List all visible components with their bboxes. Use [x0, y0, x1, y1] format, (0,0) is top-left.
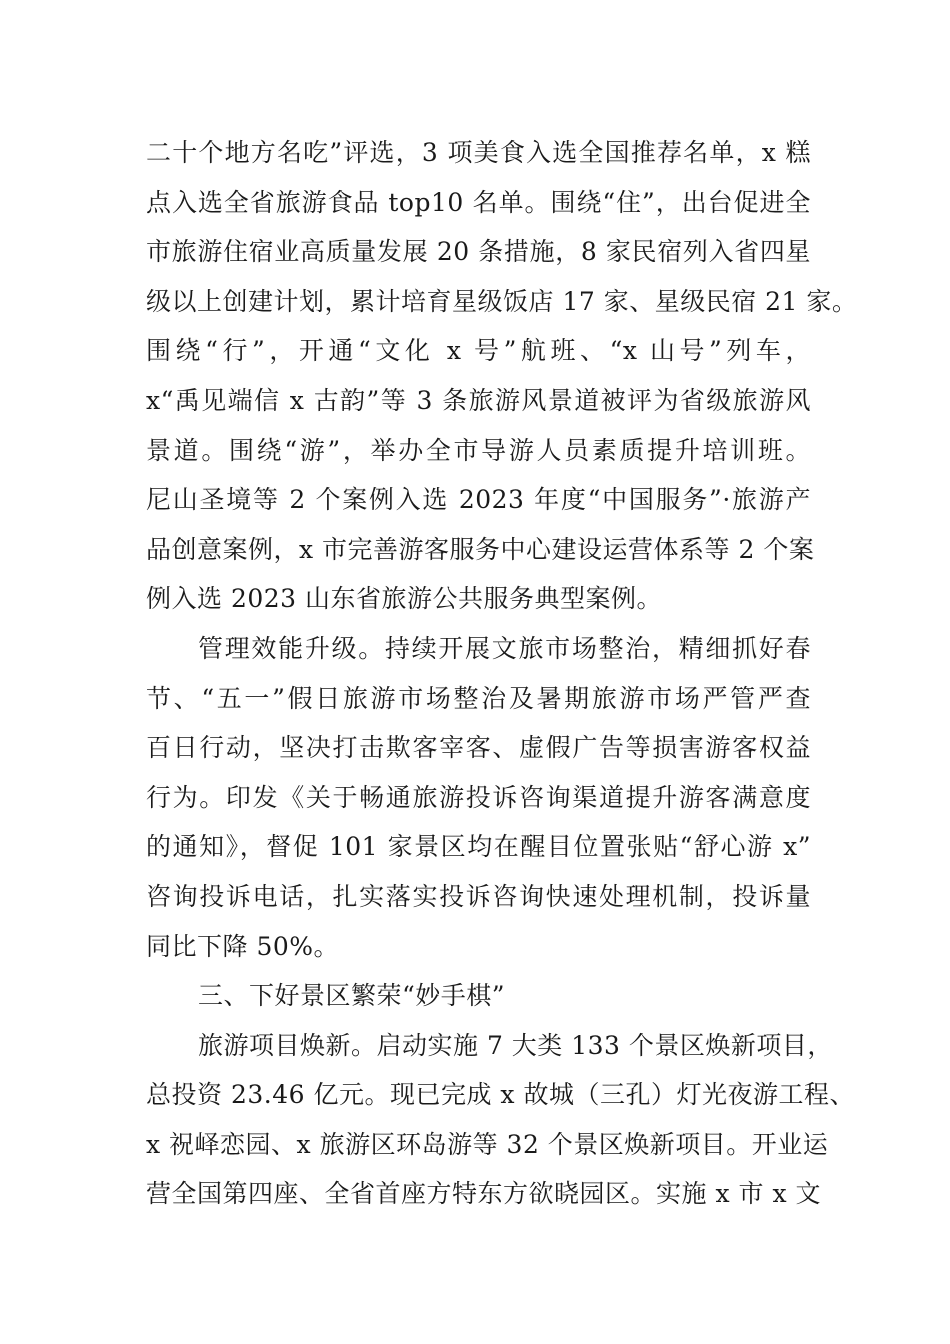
- text-line: 节、“五一”假日旅游市场整治及暑期旅游市场严管严查: [146, 683, 811, 713]
- text-line: 品创意案例，x 市完善游客服务中心建设运营体系等 2 个案: [146, 534, 815, 564]
- text-line: 景道。围绕“游”，举办全市导游人员素质提升培训班。: [146, 435, 811, 465]
- section-heading: 三、下好景区繁荣“妙手棋”: [198, 981, 506, 1011]
- text-line: 围绕“行”，开通“文化 x 号”航班、“x 山号”列车，: [146, 336, 811, 366]
- text-line: 二十个地方名吃”评选，3 项美食入选全国推荐名单，x 糕: [146, 138, 811, 167]
- paragraph-first-line: 旅游项目焕新。启动实施 7 大类 133 个景区焕新项目，: [198, 1030, 833, 1060]
- text-line: 级以上创建计划，累计培育星级饭店 17 家、星级民宿 21 家。: [146, 286, 858, 316]
- text-line: 同比下降 50%。: [146, 931, 340, 961]
- text-line: 百日行动，坚决打击欺客宰客、虚假广告等损害游客权益: [146, 733, 811, 763]
- text-line: 尼山圣境等 2 个案例入选 2023 年度“中国服务”·旅游产: [146, 485, 811, 515]
- document-body: [146, 128, 858, 1219]
- paragraph-first-line: 管理效能升级。持续开展文旅市场整治，精细抓好春: [198, 633, 811, 663]
- text-line: 营全国第四座、全省首座方特东方欲晓园区。实施 x 市 x 文: [146, 1179, 821, 1209]
- text-line: x 祝峄恋园、x 旅游区环岛游等 32 个景区焕新项目。开业运: [146, 1129, 829, 1159]
- text-line: 行为。印发《关于畅通旅游投诉咨询渠道提升游客满意度: [146, 782, 811, 812]
- text-line: x“禹见端信 x 古韵”等 3 条旅游风景道被评为省级旅游风: [146, 385, 811, 415]
- text-line: 总投资 23.46 亿元。现已完成 x 故城（三孔）灯光夜游工程、: [146, 1080, 855, 1110]
- text-line: 市旅游住宿业高质量发展 20 条措施，8 家民宿列入省四星: [146, 237, 811, 267]
- text-line: 例入选 2023 山东省旅游公共服务典型案例。: [146, 584, 663, 614]
- text-line: 咨询投诉电话，扎实落实投诉咨询快速处理机制，投诉量: [146, 881, 811, 911]
- text-line: 的通知》，督促 101 家景区均在醒目位置张贴“舒心游 x”: [146, 832, 811, 862]
- text-line: 点入选全省旅游食品 top10 名单。围绕“住”，出台促进全: [146, 187, 811, 217]
